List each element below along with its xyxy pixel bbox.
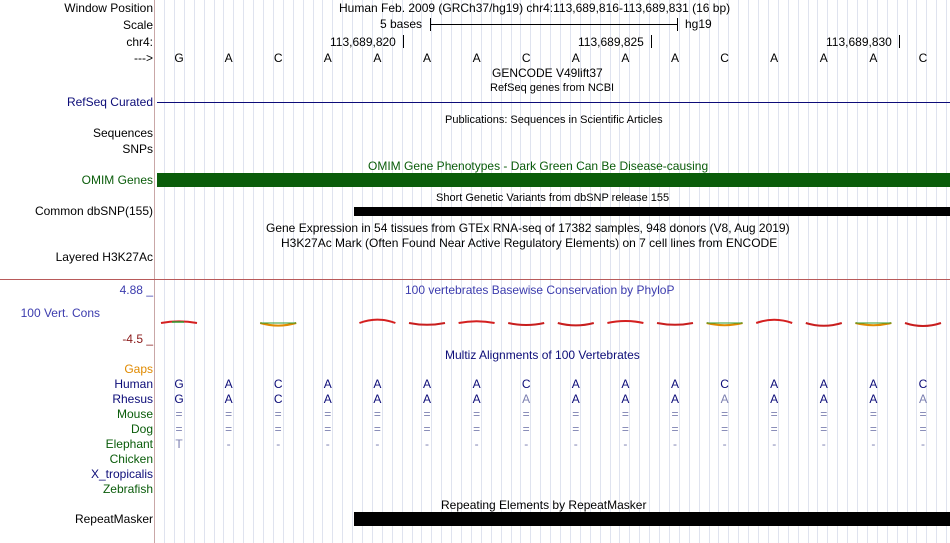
gridline <box>283 0 284 543</box>
gridline <box>441 0 442 543</box>
alignment-base: A <box>670 392 679 406</box>
alignment-base: = <box>225 422 233 436</box>
publications-track-title: Publications: Sequences in Scientific Articles <box>445 114 663 126</box>
gridline <box>194 0 195 543</box>
alignment-base: A <box>323 377 332 391</box>
alignment-base: - <box>772 437 777 451</box>
gridline <box>313 0 314 543</box>
gridline <box>402 0 403 543</box>
phylop-value-mark <box>756 320 792 323</box>
alignment-base: - <box>276 437 281 451</box>
position-tick-mark-2 <box>651 35 652 48</box>
sequence-base[interactable]: A <box>869 51 878 65</box>
repeatmasker-element-bar[interactable] <box>354 512 950 526</box>
gridline <box>837 0 838 543</box>
species-label-rhesus[interactable]: Rhesus <box>112 392 153 406</box>
alignment-base: C <box>918 377 928 391</box>
alignment-base: - <box>673 437 677 451</box>
gridline <box>223 0 224 543</box>
alignment-base: - <box>226 437 231 451</box>
alignment-base: = <box>869 422 877 436</box>
position-tick-mark-1 <box>403 35 404 48</box>
sequence-base[interactable]: A <box>472 51 481 65</box>
sequence-base[interactable]: A <box>819 51 828 65</box>
position-tick-2: 113,689,825 <box>578 35 644 49</box>
multiz-track-title: Multiz Alignments of 100 Vertebrates <box>445 348 640 362</box>
sequence-base[interactable]: A <box>621 51 630 65</box>
gridline <box>481 0 482 543</box>
gridline <box>738 0 739 543</box>
gridline <box>768 0 769 543</box>
gridline <box>916 0 917 543</box>
alignment-base: - <box>474 437 479 451</box>
alignment-base: - <box>524 437 529 451</box>
sequence-base[interactable]: C <box>273 51 283 65</box>
omim-track-label[interactable]: OMIM Genes <box>81 173 153 187</box>
dbsnp-track-title: Short Genetic Variants from dbSNP release 155 <box>436 192 670 204</box>
phylop-conservation-plot[interactable] <box>155 290 950 340</box>
label-divider <box>154 0 155 543</box>
omim-track-title: OMIM Gene Phenotypes - Dark Green Can Be Disease-causing <box>368 159 709 173</box>
gridline <box>273 0 274 543</box>
position-tick-mark-3 <box>899 35 900 48</box>
sequence-base[interactable]: G <box>174 51 184 65</box>
phylop-track-label[interactable]: 100 Vert. Cons <box>20 306 100 320</box>
alignment-base: = <box>820 422 828 436</box>
alignment-base: A <box>819 392 828 406</box>
alignment-base: = <box>373 422 381 436</box>
alignment-base: = <box>373 407 381 421</box>
alignment-base: A <box>621 377 630 391</box>
phylop-track-title: 100 vertebrates Basewise Conservation by PhyloP <box>405 283 675 297</box>
alignment-base: A <box>224 392 233 406</box>
alignment-base: = <box>919 422 927 436</box>
gridline <box>699 0 700 543</box>
alignment-base: = <box>621 422 629 436</box>
alignment-base: A <box>373 392 382 406</box>
gridline <box>322 0 323 543</box>
alignment-base: G <box>174 377 184 391</box>
gridline <box>352 0 353 543</box>
gridline <box>847 0 848 543</box>
refseq-track-label[interactable]: RefSeq Curated <box>66 95 153 109</box>
alignment-base: A <box>869 377 878 391</box>
gridline <box>887 0 888 543</box>
alignment-base: A <box>422 377 431 391</box>
alignment-base: - <box>623 437 628 451</box>
gaps-label[interactable]: Gaps <box>124 362 153 376</box>
sequence-base[interactable]: C <box>521 51 531 65</box>
alignment-base: = <box>671 407 679 421</box>
alignment-base: A <box>770 392 779 406</box>
alignment-base: A <box>472 377 481 391</box>
alignment-base: A <box>224 377 233 391</box>
gridline <box>184 0 185 543</box>
db-label: hg19 <box>685 17 712 31</box>
gridline <box>689 0 690 543</box>
species-label-chicken[interactable]: Chicken <box>109 452 153 466</box>
species-label-elephant[interactable]: Elephant <box>105 437 153 451</box>
alignment-base: T <box>175 437 183 451</box>
alignment-base: = <box>423 407 431 421</box>
snps-track-label[interactable]: SNPs <box>122 142 153 156</box>
gridline <box>639 0 640 543</box>
phylop-max-label: 4.88 _ <box>119 283 153 297</box>
sequence-base[interactable]: A <box>373 51 382 65</box>
alignment-base: = <box>423 422 431 436</box>
alignment-base: = <box>621 407 629 421</box>
scale-bar-left-tick <box>430 18 431 31</box>
gridline <box>946 0 947 543</box>
alignment-base: = <box>324 422 332 436</box>
gridline <box>709 0 710 543</box>
alignment-base: = <box>671 422 679 436</box>
position-tick-1: 113,689,820 <box>330 35 396 49</box>
alignment-base: = <box>721 407 729 421</box>
alignment-base: = <box>274 422 282 436</box>
gridline <box>471 0 472 543</box>
alignment-base: G <box>174 392 184 406</box>
phylop-min-label: -4.5 _ <box>122 332 153 346</box>
gridline <box>867 0 868 543</box>
alignment-base: C <box>273 377 283 391</box>
gridline <box>669 0 670 543</box>
alignment-base: - <box>425 437 429 451</box>
assembly-position-title: Human Feb. 2009 (GRCh37/hg19) chr4:113,689,816-113,689,831 (16 bp) <box>339 1 731 15</box>
gencode-track-title: GENCODE V49lift37 <box>492 66 603 80</box>
gridline <box>679 0 680 543</box>
alignment-base: = <box>274 407 282 421</box>
alignment-base: A <box>422 392 431 406</box>
gridline <box>619 0 620 543</box>
species-label-dog[interactable]: Dog <box>130 422 153 436</box>
gridline <box>392 0 393 543</box>
position-tick-3: 113,689,830 <box>826 35 892 49</box>
window-position-label[interactable]: Window Position <box>64 1 153 15</box>
alignment-base: = <box>919 407 927 421</box>
alignment-base: - <box>722 437 727 451</box>
gridline <box>332 0 333 543</box>
gridline <box>629 0 630 543</box>
sequence-base[interactable]: A <box>571 51 580 65</box>
gridline <box>758 0 759 543</box>
gridline <box>164 0 165 543</box>
phylop-value-mark <box>905 323 941 326</box>
h3k27ac-track-label[interactable]: Layered H3K27Ac <box>55 250 153 264</box>
gridline <box>204 0 205 543</box>
alignment-base: A <box>918 392 927 406</box>
gridline <box>451 0 452 543</box>
sequence-base[interactable]: C <box>918 51 928 65</box>
alignment-base: A <box>571 377 580 391</box>
alignment-base: = <box>820 407 828 421</box>
sequence-base[interactable]: A <box>670 51 679 65</box>
alignment-base: = <box>225 407 233 421</box>
gridline <box>778 0 779 543</box>
gtex-track-title: Gene Expression in 54 tissues from GTEx RNA-seq of 17382 samples, 948 donors (V8, Aug 2019) <box>266 221 790 235</box>
gridline <box>253 0 254 543</box>
alignment-base: = <box>522 422 530 436</box>
species-label-x_tropicalis[interactable]: X_tropicalis <box>90 467 153 481</box>
refseq-track-title: RefSeq genes from NCBI <box>490 82 615 94</box>
h3k27ac-track-title: H3K27Ac Mark (Often Found Near Active Regulatory Elements) on 7 cell lines from ENCODE <box>281 236 778 250</box>
alignment-base: = <box>324 407 332 421</box>
sequence-base[interactable]: A <box>224 51 233 65</box>
gridline <box>293 0 294 543</box>
gridline <box>362 0 363 543</box>
scale-bar <box>430 24 678 25</box>
phylop-value-mark <box>806 323 842 326</box>
gridline <box>649 0 650 543</box>
sequence-base[interactable]: A <box>323 51 332 65</box>
species-label-human[interactable]: Human <box>114 377 153 391</box>
alignment-base: C <box>521 377 531 391</box>
chrom-label[interactable]: chr4: <box>126 35 153 49</box>
alignment-base: = <box>770 422 778 436</box>
alignment-base: = <box>473 407 481 421</box>
alignment-base: A <box>472 392 481 406</box>
gridline <box>382 0 383 543</box>
sequence-base[interactable]: C <box>720 51 729 65</box>
gridline <box>897 0 898 543</box>
alignment-base: A <box>869 392 878 406</box>
alignment-base: = <box>572 422 580 436</box>
gridline <box>857 0 858 543</box>
gridline <box>817 0 818 543</box>
alignment-base: = <box>473 422 481 436</box>
gridline <box>926 0 927 543</box>
alignment-base: A <box>819 377 828 391</box>
alignment-base: A <box>670 377 679 391</box>
gridline <box>431 0 432 543</box>
repeatmasker-track-label[interactable]: RepeatMasker <box>74 512 153 526</box>
species-label-mouse[interactable]: Mouse <box>116 407 153 421</box>
alignment-base: - <box>871 437 876 451</box>
alignment-base: C <box>720 377 729 391</box>
sequences-track-label[interactable]: Sequences <box>92 126 153 140</box>
alignment-base: A <box>522 392 531 406</box>
sequence-base[interactable]: A <box>422 51 431 65</box>
gridline <box>303 0 304 543</box>
strand-label[interactable]: ---> <box>134 51 153 65</box>
alignment-base: A <box>373 377 382 391</box>
species-label-zebrafish[interactable]: Zebrafish <box>102 482 153 496</box>
sequence-base[interactable]: A <box>770 51 779 65</box>
alignment-base: A <box>720 392 729 406</box>
alignment-base: A <box>621 392 630 406</box>
phylop-value-mark <box>459 321 495 323</box>
alignment-base: - <box>573 437 578 451</box>
gridline <box>748 0 749 543</box>
gridline <box>233 0 234 543</box>
alignment-base: A <box>770 377 779 391</box>
refseq-gene-line[interactable] <box>157 102 950 103</box>
alignment-base: = <box>175 422 183 436</box>
gridline <box>907 0 908 543</box>
alignment-base: - <box>921 437 925 451</box>
gridline <box>461 0 462 543</box>
repeatmasker-track-title: Repeating Elements by RepeatMasker <box>441 498 647 512</box>
alignment-base: = <box>721 422 729 436</box>
gridline <box>808 0 809 543</box>
scale-label[interactable]: Scale <box>122 18 153 32</box>
gridline <box>174 0 175 543</box>
phylop-value-mark <box>359 320 395 323</box>
phylop-value-mark <box>409 323 445 325</box>
gridline <box>827 0 828 543</box>
gridline <box>412 0 413 543</box>
phylop-value-mark <box>558 323 594 325</box>
track-divider <box>0 279 950 280</box>
alignment-base: - <box>325 437 330 451</box>
gridline <box>263 0 264 543</box>
gridline <box>243 0 244 543</box>
alignment-base: = <box>522 407 530 421</box>
alignment-base: A <box>571 392 580 406</box>
alignment-base: = <box>572 407 580 421</box>
phylop-value-mark <box>508 323 544 325</box>
gridline <box>788 0 789 543</box>
scale-bar-right-tick <box>677 18 678 31</box>
alignment-base: = <box>869 407 877 421</box>
alignment-base: = <box>770 407 778 421</box>
dbsnp-track-label[interactable]: Common dbSNP(155) <box>34 204 153 218</box>
alignment-base: C <box>273 392 283 406</box>
gridline <box>421 0 422 543</box>
phylop-value-mark <box>657 323 693 325</box>
gridline <box>342 0 343 543</box>
alignment-base: = <box>175 407 183 421</box>
gridline <box>798 0 799 543</box>
phylop-value-mark <box>607 321 643 323</box>
omim-gene-bar[interactable] <box>157 173 950 187</box>
gridline <box>877 0 878 543</box>
scale-text: 5 bases <box>380 17 423 31</box>
gridline <box>718 0 719 543</box>
gridline <box>214 0 215 543</box>
gridline <box>728 0 729 543</box>
alignment-base: A <box>323 392 332 406</box>
gridline <box>659 0 660 543</box>
gridline <box>372 0 373 543</box>
alignment-base: - <box>821 437 826 451</box>
dbsnp-variant-bar[interactable] <box>354 207 950 216</box>
alignment-base: - <box>375 437 380 451</box>
gridline <box>936 0 937 543</box>
